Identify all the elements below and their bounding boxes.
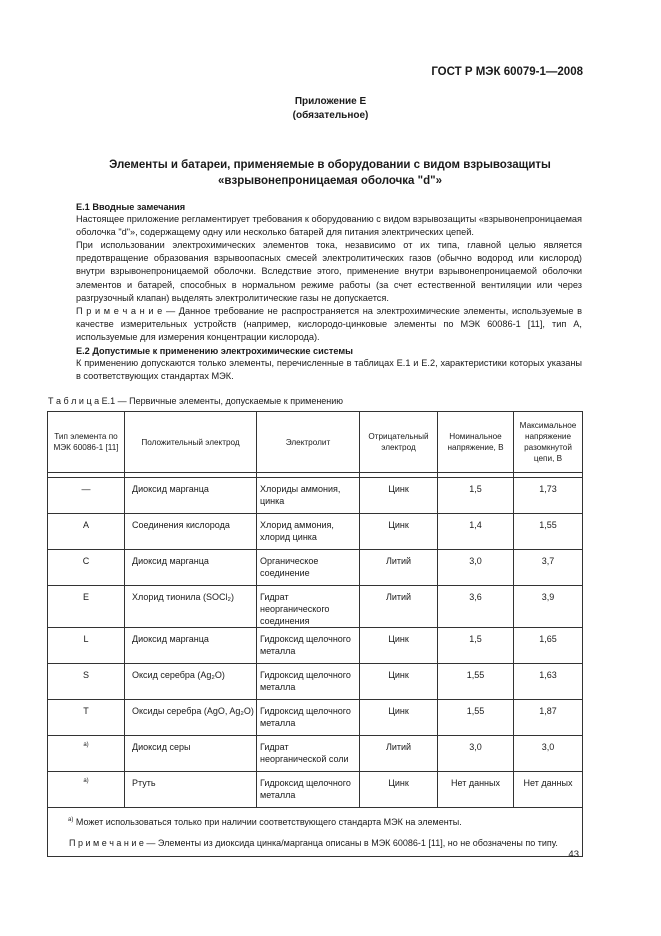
cell-negative-electrode: Цинк [360,664,438,700]
table-caption-label: Т а б л и ц а [48,396,100,406]
cell-positive-electrode: Диоксид марганца [125,550,257,586]
cell-type: — [48,478,125,514]
table-row [48,736,583,772]
cell-positive-electrode: Диоксид серы [125,736,257,772]
table-note-label: П р и м е ч а н и е [69,838,144,848]
cell-max-voltage: Нет данных [514,772,583,808]
cell-electrolyte: Гидроксид щелочного металла [257,664,360,700]
cell-max-voltage: 1,55 [514,514,583,550]
cell-nominal-voltage: 1,55 [438,700,514,736]
note-label: П р и м е ч а н и е [76,306,163,316]
cell-nominal-voltage: 1,5 [438,628,514,664]
cell-electrolyte: Гидроксид щелочного металла [257,628,360,664]
section-e2-paragraph: К применению допускаются только элементы, перечисленные в таблицах Е.1 и Е.2, характеристики которых указаны в соответствующих стандартах МЭК. [76,358,582,382]
col-header-electrolyte: Электролит [257,412,360,473]
footnote-text: Может использоваться только при наличии соответствующего стандарта МЭК на элементы. [75,817,462,827]
cell-electrolyte: Гидрат неорганического соединения [257,586,360,628]
col-header-nominal-voltage: Номинальное напряжение, В [438,412,514,473]
section-e1-paragraph-1 [76,213,582,239]
annex-status: (обязательное) [292,110,369,121]
cell-negative-electrode: Цинк [360,628,438,664]
cell-nominal-voltage: 3,0 [438,550,514,586]
col-header-max-voltage: Максимальное напряжение разомкнутой цепи, В [514,412,583,473]
cell-type: а) [48,736,125,772]
section-e1-paragraph-2 [76,239,582,305]
cell-positive-electrode: Диоксид марганца [125,628,257,664]
cell-electrolyte: Хлорид аммония, хлорид цинка [257,514,360,550]
annex-title: Приложение Е [294,96,367,107]
cell-max-voltage: 1,63 [514,664,583,700]
table-row [48,772,583,808]
cell-positive-electrode: Хлорид тионила (SOCl₂) [125,586,257,628]
section-e1-heading: Е.1 Вводные замечания [76,202,186,212]
cell-max-voltage: 3,0 [514,736,583,772]
cell-type: S [48,664,125,700]
cell-nominal-voltage: 1,5 [438,478,514,514]
table-caption [48,396,343,406]
cell-nominal-voltage: 1,4 [438,514,514,550]
table-caption-text: Е.1 — Первичные элементы, допускаемые к применению [99,396,344,406]
document-title-line2: «взрывонепроницаемая оболочка "d"» [218,175,442,187]
cell-positive-electrode: Оксид серебра (Ag₂O) [125,664,257,700]
col-header-positive-electrode: Положительный электрод [125,412,257,473]
cell-electrolyte: Гидроксид щелочного металла [257,700,360,736]
cell-max-voltage: 1,65 [514,628,583,664]
cell-nominal-voltage: Нет данных [438,772,514,808]
table-row [48,586,583,628]
cell-negative-electrode: Литий [360,550,438,586]
page-number: 43 [568,849,579,860]
cell-electrolyte: Органическое соединение [257,550,360,586]
document-title-line1: Элементы и батареи, применяемые в оборудовании с видом взрывозащиты [109,159,551,171]
note-text: — Данное требование не распространяется на электрохимические элементы, используемые в качестве измерительных устройств (например, кислородо-цинковые элементы по МЭК 60086-1 [11], тип А, используемые для измерения концентрации кислорода). [76,306,582,343]
cell-negative-electrode: Литий [360,586,438,628]
cell-type: а) [48,772,125,808]
cell-max-voltage: 1,73 [514,478,583,514]
table-row [48,550,583,586]
cell-type: T [48,700,125,736]
table-row [48,478,583,514]
section-e1-p1-text: Настоящее приложение регламентирует требования к оборудованию с видом взрывозащиты «взрывонепроницаемая оболочка "d"», содержащему одну или несколько батарей для питания электрических цепей. [76,214,582,238]
table-row [48,700,583,736]
cell-positive-electrode: Ртуть [125,772,257,808]
cell-type: C [48,550,125,586]
cell-positive-electrode: Диоксид марганца [125,478,257,514]
table-note-text: — Элементы из диоксида цинка/марганца описаны в МЭК 60086-1 [11], но не обозначены по типу. [143,838,558,848]
cell-max-voltage: 1,87 [514,700,583,736]
cell-negative-electrode: Литий [360,736,438,772]
cell-negative-electrode: Цинк [360,772,438,808]
section-e1-p2-text: При использовании электрохимических элементов тока, независимо от их типа, главной целью является предотвращение образования взрывоопасных смесей электролитических газов (обычно водород или кислород) внутри взрывонепроницаемой оболочки. Вследствие этого, применение внутри взрывонепроницаемой оболочки элементов и батарей, способных в нормальном режиме работы (за счет естественной вентиляции или через разгрузочный клапан) выделять электролитические газы не допускается. [76,240,582,303]
cell-type: A [48,514,125,550]
table-row [48,664,583,700]
cell-max-voltage: 3,9 [514,586,583,628]
cell-nominal-voltage: 3,0 [438,736,514,772]
cell-negative-electrode: Цинк [360,478,438,514]
footnote-mark: а) [68,817,74,823]
col-header-type: Тип элемента по МЭК 60086-1 [11] [48,412,125,473]
cell-positive-electrode: Соединения кислорода [125,514,257,550]
document-header: ГОСТ Р МЭК 60079-1—2008 [431,66,583,78]
table-header-row [48,412,583,473]
table-footnotes [48,808,583,857]
cell-electrolyte: Гидроксид щелочного металла [257,772,360,808]
footnote [54,814,572,829]
cell-type: L [48,628,125,664]
section-e1-note [76,305,582,345]
cell-negative-electrode: Цинк [360,514,438,550]
primary-cells-table [47,411,583,857]
cell-negative-electrode: Цинк [360,700,438,736]
table-note [54,837,572,850]
section-e2-heading: Е.2 Допустимые к применению электрохимические системы [76,346,354,356]
cell-positive-electrode: Оксиды серебра (AgO, Ag₂O) [125,700,257,736]
cell-electrolyte: Хлориды аммония, цинка [257,478,360,514]
col-header-negative-electrode: Отрицательный электрод [360,412,438,473]
cell-electrolyte: Гидрат неорганической соли [257,736,360,772]
table-row [48,628,583,664]
cell-nominal-voltage: 3,6 [438,586,514,628]
cell-nominal-voltage: 1,55 [438,664,514,700]
table-row [48,514,583,550]
cell-max-voltage: 3,7 [514,550,583,586]
cell-type: E [48,586,125,628]
table-footnote-row [48,808,583,857]
